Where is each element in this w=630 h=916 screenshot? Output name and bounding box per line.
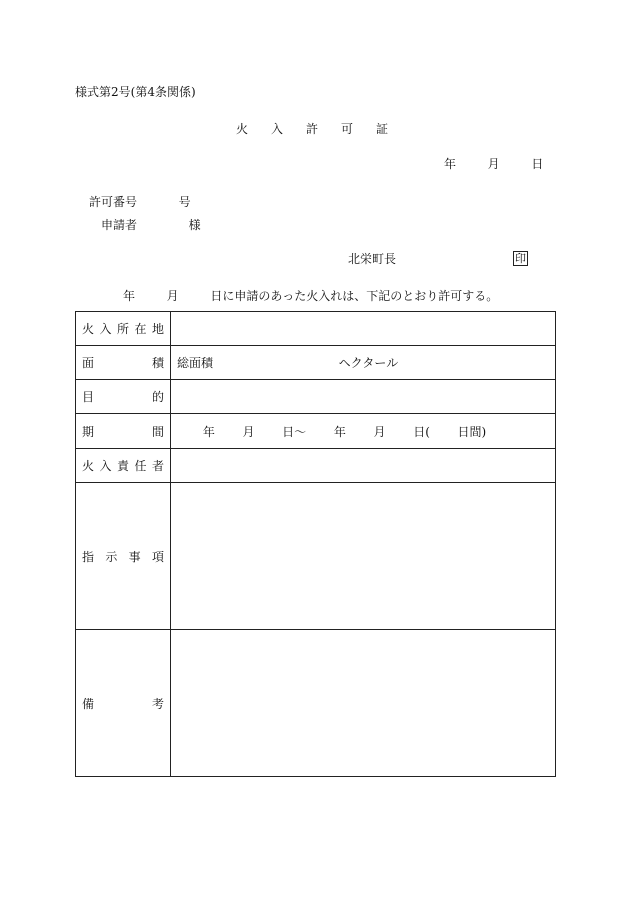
- title-char: 可: [340, 122, 353, 136]
- responsible-value[interactable]: [171, 449, 556, 483]
- permit-number-label: 許可番号: [89, 195, 138, 209]
- seal-mark: 印: [515, 252, 526, 265]
- applicant: [101, 218, 201, 232]
- period-end-month: 月: [373, 424, 386, 439]
- title-char: 火: [236, 122, 249, 136]
- date-year: 年: [444, 157, 457, 171]
- responsible-label: 火 入 責 任 者: [76, 449, 171, 483]
- table-row: [76, 414, 556, 449]
- title-char: 許: [305, 122, 318, 136]
- table-row: [76, 630, 556, 777]
- applicant-suffix: 様: [188, 218, 201, 232]
- instructions-label: 指 示 事 項: [76, 483, 171, 630]
- issue-date: [444, 157, 543, 171]
- location-value[interactable]: [171, 312, 556, 346]
- period-start-year: 年: [202, 424, 215, 439]
- period-end-year: 年: [333, 424, 346, 439]
- applicant-label: 申請者: [101, 218, 138, 232]
- period-start-month: 月: [242, 424, 255, 439]
- remarks-label: 備 考: [76, 630, 171, 777]
- title-char: 入: [270, 122, 283, 136]
- permit-number: [89, 195, 191, 209]
- date-month: 月: [487, 157, 500, 171]
- period-label: 期 間: [76, 414, 171, 449]
- intro-sentence: 日に申請のあった火入れは、下記のとおり許可する。: [210, 289, 499, 303]
- purpose-value[interactable]: [171, 380, 556, 414]
- document-title: [236, 122, 388, 136]
- date-day: 日: [531, 157, 544, 171]
- area-value[interactable]: [171, 346, 556, 380]
- intro-year: 年: [123, 289, 136, 303]
- remarks-value[interactable]: [171, 630, 556, 777]
- purpose-label: 目 的: [76, 380, 171, 414]
- permit-number-suffix: 号: [178, 195, 191, 209]
- instructions-value[interactable]: [171, 483, 556, 630]
- area-total-label: 総面積: [177, 356, 214, 370]
- table-row: [76, 449, 556, 483]
- period-start-day: 日〜: [282, 424, 307, 439]
- table-row: [76, 380, 556, 414]
- form-number: 様式第2号(第4条関係): [75, 85, 196, 99]
- issuer-name: 北栄町長: [348, 252, 397, 266]
- period-days: 日間): [457, 424, 487, 439]
- title-char: 証: [375, 122, 388, 136]
- period-end-day: 日(: [413, 424, 430, 439]
- intro-text: [123, 289, 498, 303]
- period-value[interactable]: [171, 414, 556, 449]
- location-label: 火 入 所 在 地: [76, 312, 171, 346]
- table-row: [76, 346, 556, 380]
- area-label: 面 積: [76, 346, 171, 380]
- table-row: [76, 483, 556, 630]
- intro-month: 月: [166, 289, 179, 303]
- permit-form-table: [75, 311, 556, 777]
- area-unit: ヘクタール: [338, 356, 399, 370]
- table-row: [76, 312, 556, 346]
